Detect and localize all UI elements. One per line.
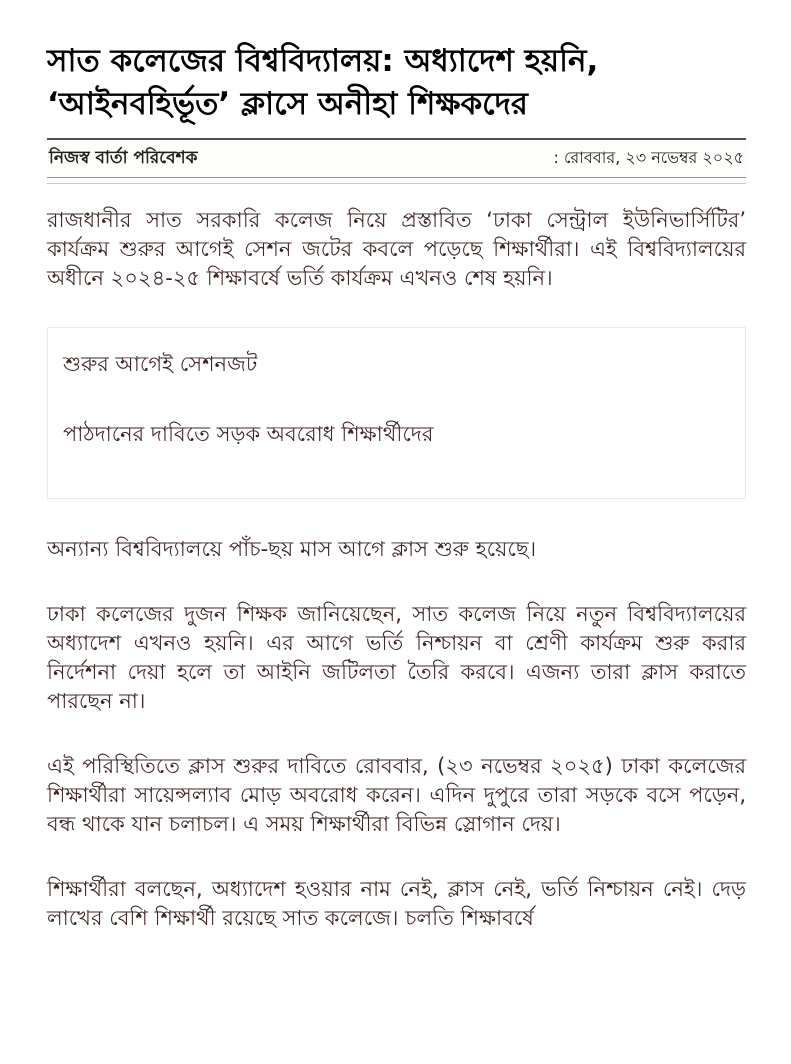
- article-paragraph: রাজধানীর সাত সরকারি কলেজ নিয়ে প্রস্তাবিত ‘ঢাকা সেন্ট্রাল ইউনিভার্সিটির’ কার্যক্রম শুরুর আগেই সেশন জটের কবলে পড়েছে শিক্ষার্থীরা। এই বিশ্ববিদ্যালয়ের অধীনে ২০২৪-২৫ শিক্ষাবর্ষে ভর্তি কার্যক্রম এখনও শেষ হয়নি।: [47, 208, 746, 290]
- byline-divider: [47, 178, 746, 184]
- related-link[interactable]: পাঠদানের দাবিতে সড়ক অবরোধ শিক্ষার্থীদের: [63, 422, 434, 446]
- related-articles-box: [47, 327, 746, 499]
- article-paragraph: শিক্ষার্থীরা বলছেন, অধ্যাদেশ হওয়ার নাম নেই, ক্লাস নেই, ভর্তি নিশ্চায়ন নেই। দেড় লাখের বেশি শিক্ষার্থী রয়েছে সাত কলেজে। চলতি শিক্ষাবর্ষে: [47, 877, 746, 930]
- byline-row: [47, 138, 746, 178]
- article-date: : রোববার, ২৩ নভেম্বর ২০২৫: [553, 148, 744, 167]
- page-title: সাত কলেজের বিশ্ববিদ্যালয়: অধ্যাদেশ হয়নি, ‘আইনবহির্ভূত’ ক্লাসে অনীহা শিক্ষকদের: [47, 43, 599, 122]
- byline: নিজস্ব বার্তা পরিবেশক: [49, 148, 198, 168]
- related-link[interactable]: শুরুর আগেই সেশনজট: [63, 352, 258, 376]
- article-paragraph: অন্যান্য বিশ্ববিদ্যালয়ে পাঁচ-ছয় মাস আগে ক্লাস শুরু হয়েছে।: [47, 537, 537, 561]
- article-page: [0, 40, 791, 933]
- byline-block: [47, 138, 746, 184]
- article-paragraph: ঢাকা কলেজের দুজন শিক্ষক জানিয়েছেন, সাত কলেজ নিয়ে নতুন বিশ্ববিদ্যালয়ের অধ্যাদেশ এখনও হয়নি। এর আগে ভর্তি নিশ্চায়ন বা শ্রেণী কার্যক্রম শুরু করার নির্দেশনা দেয়া হলে তা আইনি জটিলতা তৈরি করবে। এজন্য তারা ক্লাস করাতে পারছেন না।: [47, 602, 746, 713]
- article-paragraph: এই পরিস্থিতিতে ক্লাস শুরুর দাবিতে রোববার, (২৩ নভেম্বর ২০২৫) ঢাকা কলেজের শিক্ষার্থীরা সায়েন্সল্যাব মোড় অবরোধ করেন। এদিন দুপুরে তারা সড়কে বসে পড়েন, বন্ধ থাকে যান চলাচল। এ সময় শিক্ষার্থীরা বিভিন্ন স্লোগান দেয়।: [47, 754, 746, 836]
